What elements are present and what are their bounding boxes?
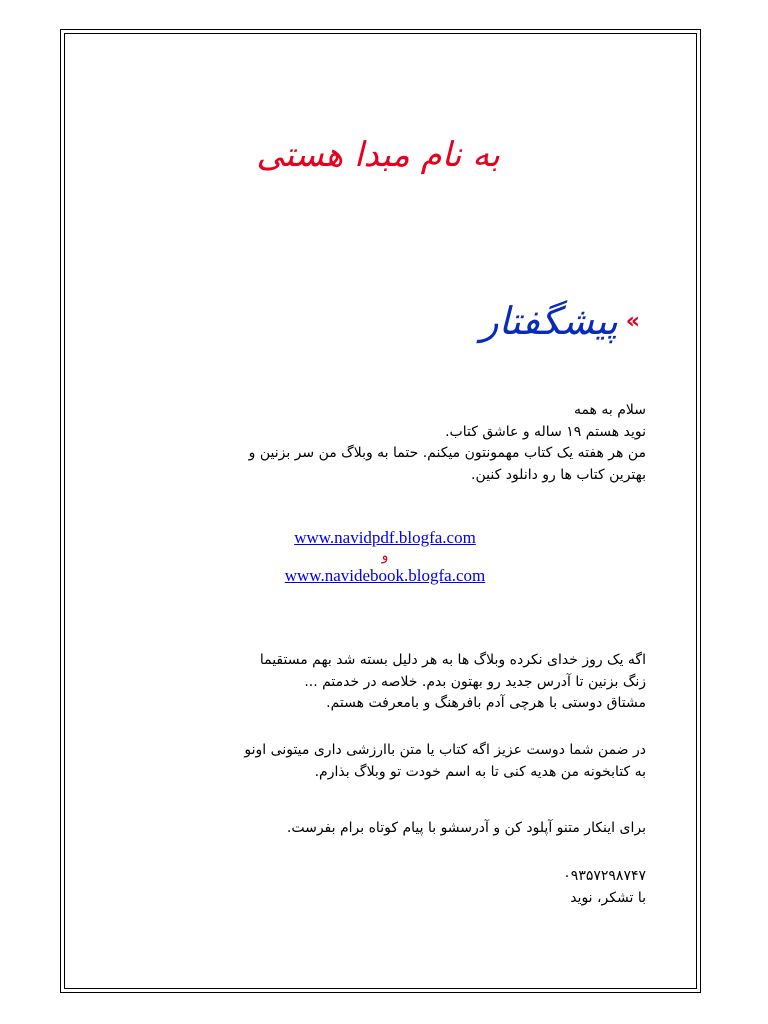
intro-line: بهترین کتاب ها رو دانلود کنین. — [471, 466, 646, 483]
intro-line: سلام به همه — [573, 402, 646, 418]
section-heading — [440, 286, 640, 356]
intro-line: نوید هستم ۱۹ ساله و عاشق کتاب. — [445, 423, 646, 440]
paragraph-line: در ضمن شما دوست عزیز اگه کتاب یا متن باارزشی داری میتونی اونو — [244, 742, 646, 758]
paragraph-line: زنگ بزنین تا آدرس جدید رو بهتون بدم. خلاصه در خدمتم ... — [304, 673, 646, 690]
upload-paragraph — [126, 818, 646, 840]
gift-paragraph — [126, 740, 646, 783]
intro-paragraph — [126, 400, 646, 486]
contact-paragraph — [126, 650, 646, 715]
signature: با تشکر، نوید — [570, 889, 646, 906]
page-title: به نام مبدا هستی — [256, 135, 500, 175]
signature-block — [126, 866, 646, 909]
paragraph-line: به کتابخونه من هدیه کنی تا به اسم خودت تو وبلاگ بذارم. — [314, 763, 646, 780]
paragraph-line: اگه یک روز خدای نکرده وبلاگ ها به هر دلیل بسته شد بهم مستقیما — [259, 652, 646, 668]
blog-link-navidebook[interactable]: www.navidebook.blogfa.com — [284, 566, 486, 585]
blog-links — [200, 526, 570, 588]
phone-number: ۰۹۳۵۷۲۹۸۷۴۷ — [563, 868, 646, 884]
links-conjunction: و — [381, 549, 389, 564]
heading-arrow-icon: » — [625, 308, 640, 334]
paragraph-line: برای اینکار متنو آپلود کن و آدرسشو با پیام کوتاه برام بفرست. — [286, 820, 646, 836]
paragraph-line: مشتاق دوستی با هرچی آدم بافرهنگ و بامعرفت هستم. — [326, 695, 646, 711]
intro-line: من هر هفته یک کتاب مهمونتون میکنم. حتما به وبلاگ من سر بزنین و — [248, 445, 646, 461]
heading-text: پیشگفتار — [480, 299, 618, 343]
blog-link-navidpdf[interactable]: www.navidpdf.blogfa.com — [294, 528, 476, 547]
